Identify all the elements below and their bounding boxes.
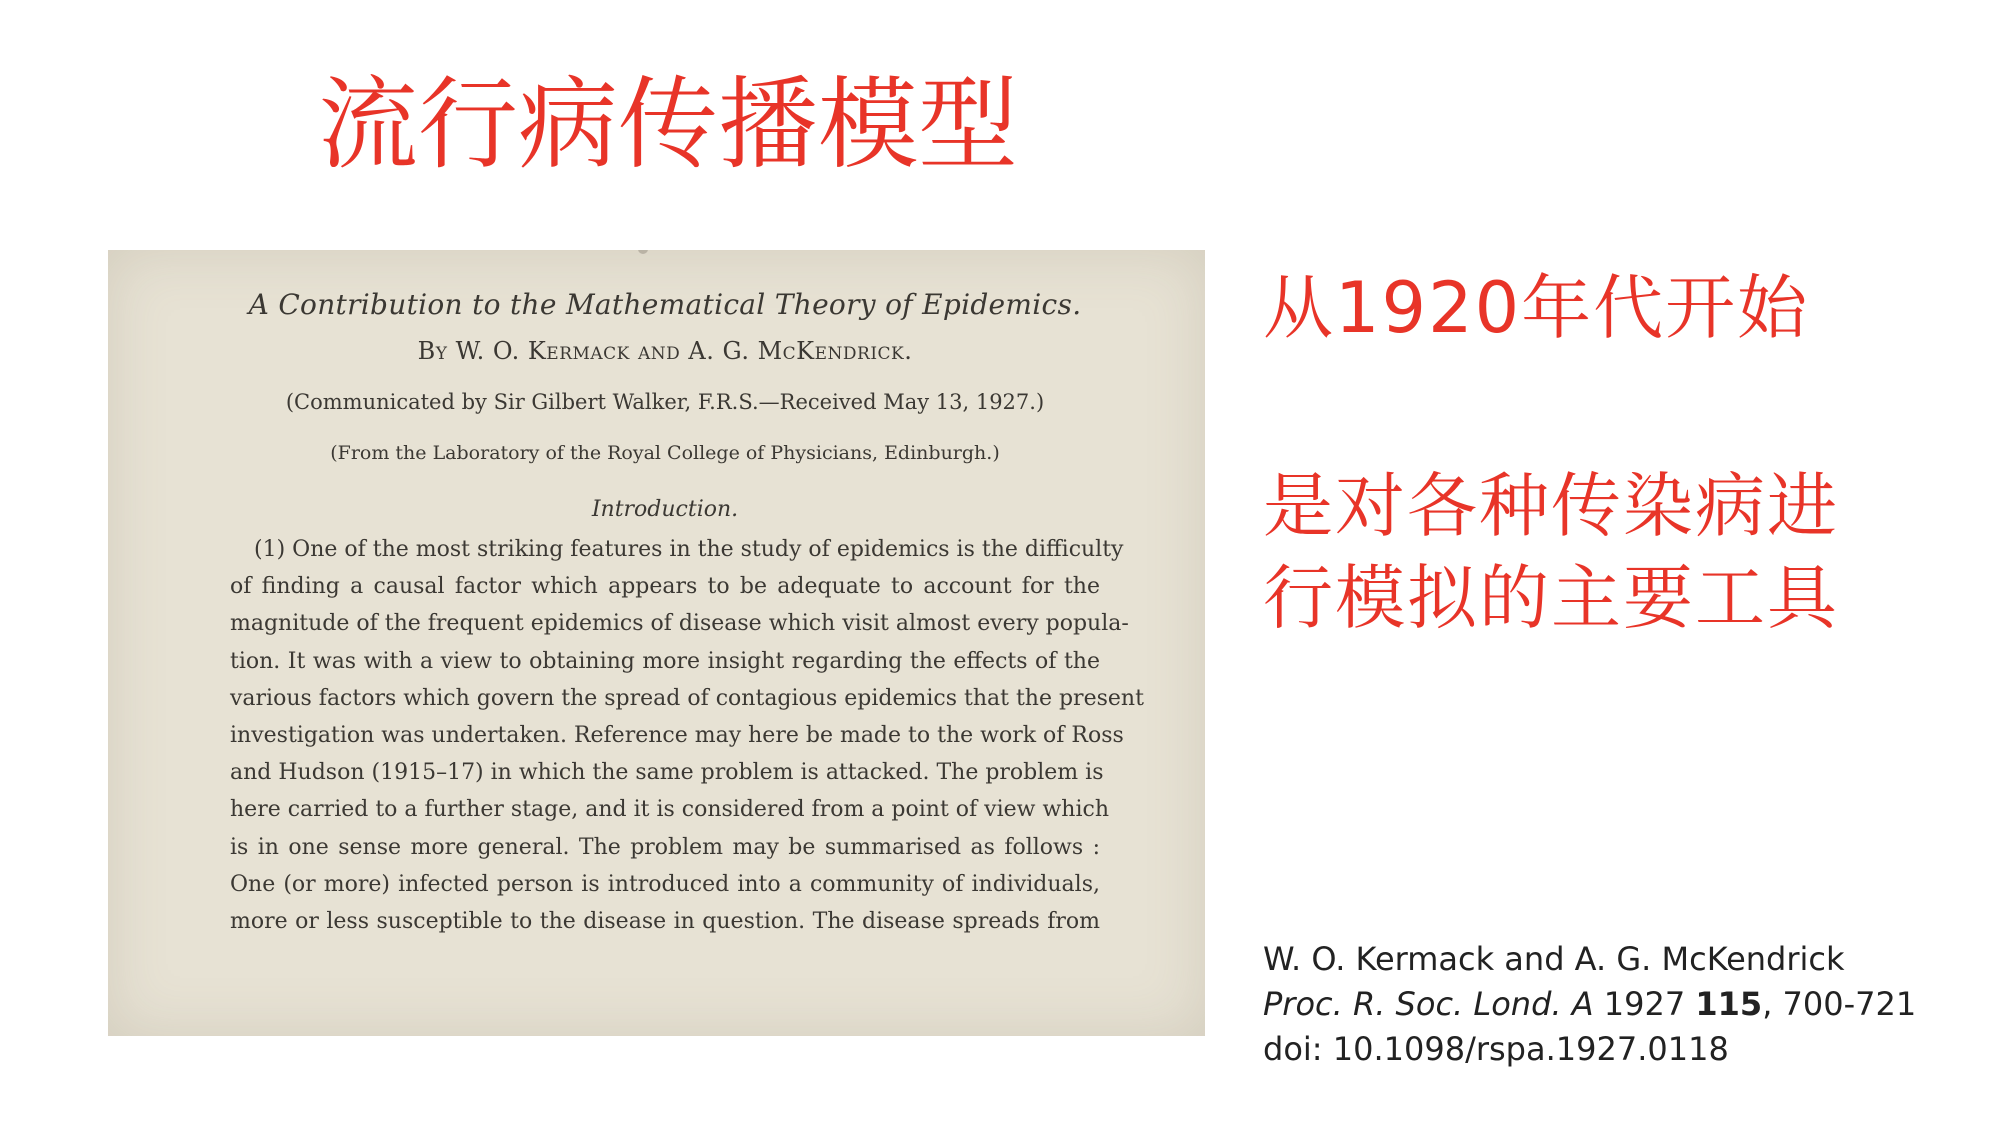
paper-title: A Contribution to the Mathematical Theory of Epidemics. xyxy=(248,288,1082,321)
citation-authors: W. O. Kermack and A. G. McKendrick xyxy=(1263,940,1845,978)
side-text-main-tool-line-2: 行模拟的主要工具 xyxy=(1263,557,1839,639)
paper-body-line: magnitude of the frequent epidemics of disease which visit almost every popula- xyxy=(230,611,1129,637)
paper-body-line: here carried to a further stage, and it is considered from a point of view which xyxy=(230,797,1109,823)
paper-body-line: various factors which govern the spread of contagious epidemics that the present xyxy=(230,685,1144,711)
side-text-main-tool-line-1: 是对各种传染病进 xyxy=(1263,465,1839,547)
paper-scan-image xyxy=(108,250,1205,1036)
paper-body-line: and Hudson (1915–17) in which the same problem is attacked. The problem is xyxy=(230,760,1104,786)
paper-body-line: (1) One of the most striking features in the study of epidemics is the difficulty xyxy=(254,537,1124,562)
side-text-since-1920s: 从1920年代开始 xyxy=(1263,267,1810,349)
citation-doi: doi: 10.1098/rspa.1927.0118 xyxy=(1263,1030,1729,1068)
paper-lab-line: (From the Laboratory of the Royal College of Physicians, Edinburgh.) xyxy=(330,442,1000,464)
paper-scan-content xyxy=(230,285,1144,940)
citation-reference xyxy=(1263,982,1916,1027)
paper-body-line: is in one sense more general. The problem may be summarised as follows : xyxy=(230,834,1100,860)
paper-authors: By W. O. Kermack and A. G. McKendrick. xyxy=(417,337,913,365)
citation-journal: Proc. R. Soc. Lond. A xyxy=(1263,985,1594,1023)
paper-body-line: tion. It was with a view to obtaining more insight regarding the effects of the xyxy=(230,648,1100,674)
slide-title: 流行病传播模型 xyxy=(318,66,1018,183)
citation-year: 1927 xyxy=(1603,985,1686,1023)
page-mark xyxy=(638,250,648,254)
paper-section-heading: Introduction. xyxy=(591,497,739,522)
citation-pages: , 700-721 xyxy=(1762,985,1917,1023)
paper-body-text xyxy=(230,531,1144,940)
paper-body-line: One (or more) infected person is introduced into a community of individuals, xyxy=(230,871,1100,897)
paper-communicated-line: (Communicated by Sir Gilbert Walker, F.R.S.—Received May 13, 1927.) xyxy=(285,390,1045,414)
paper-body-line: investigation was undertaken. Reference may here be made to the work of Ross xyxy=(230,723,1124,749)
citation xyxy=(1263,937,1916,1072)
paper-body-line: more or less susceptible to the disease in question. The disease spreads from xyxy=(230,909,1100,935)
citation-volume: 115 xyxy=(1695,985,1763,1023)
paper-body-line: of finding a causal factor which appears to be adequate to account for the xyxy=(230,574,1100,600)
